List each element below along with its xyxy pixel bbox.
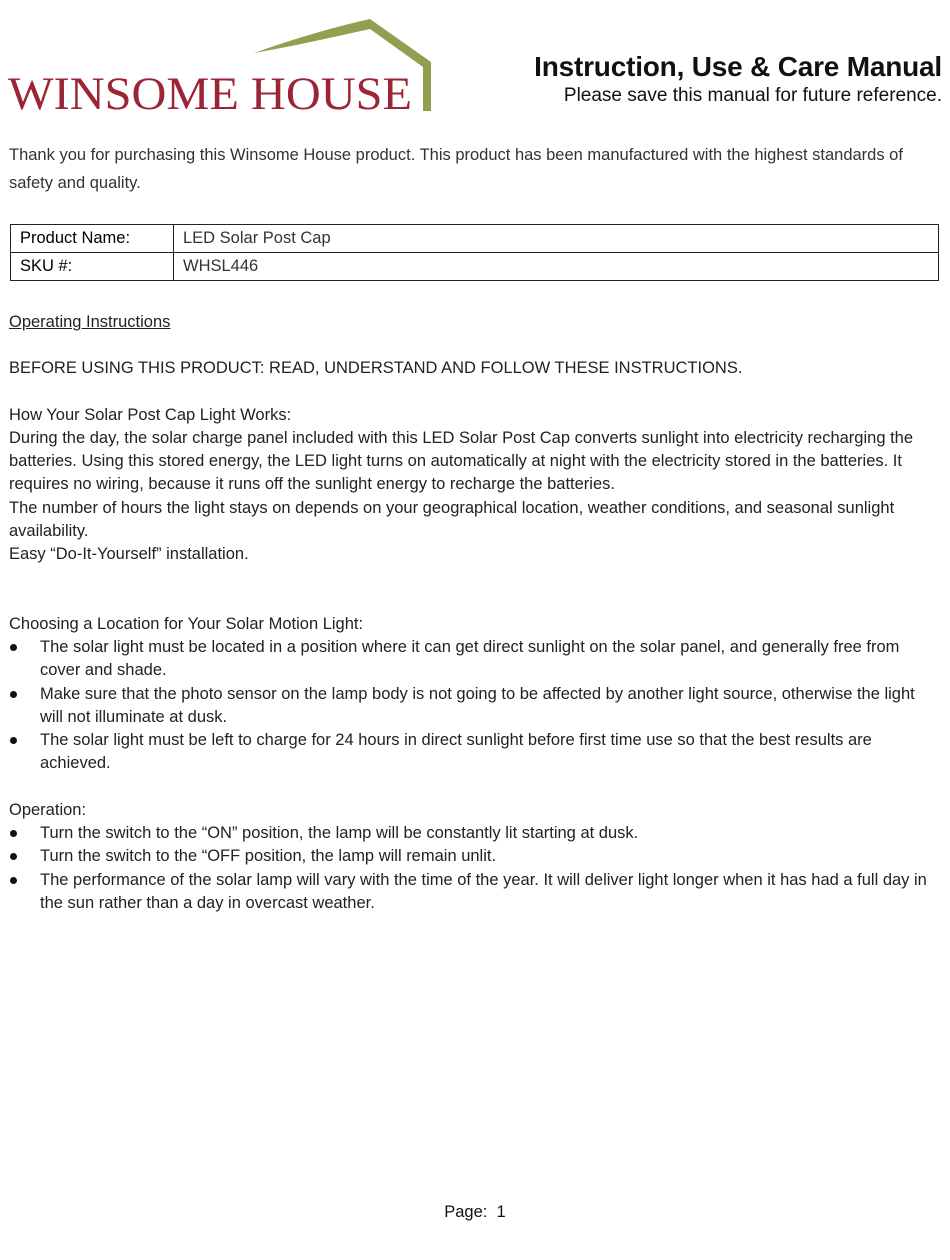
list-item-text: The solar light must be left to charge for 24 hours in direct sunlight before first time use so that the best results are achieved. [40, 731, 872, 773]
warning-text: BEFORE USING THIS PRODUCT: READ, UNDERSTAND AND FOLLOW THESE INSTRUCTIONS. [9, 359, 743, 378]
bullet-icon [10, 737, 17, 744]
operating-instructions-heading: Operating Instructions [9, 313, 171, 331]
list-item [9, 636, 939, 683]
logo-wordmark: WINSOME HOUSE [8, 69, 412, 114]
product-info-table [10, 224, 939, 281]
list-item-text: Turn the switch to the “OFF position, the lamp will remain unlit. [40, 847, 497, 866]
operation-bullet-list [9, 822, 939, 915]
table-row [11, 253, 939, 281]
product-name-value: LED Solar Post Cap [174, 225, 939, 253]
page-footer [0, 1203, 950, 1222]
list-item [9, 869, 939, 916]
list-item-text: The solar light must be located in a position where it can get direct sunlight on the solar panel, and generally free from cover and shade. [40, 637, 900, 680]
bullet-icon [10, 830, 17, 837]
bullet-icon [10, 691, 17, 698]
operation-heading: Operation: [9, 800, 87, 819]
page-label: Page: [444, 1203, 488, 1221]
document-title: Instruction, Use & Care Manual [534, 51, 942, 82]
list-item-text: Turn the switch to the “ON” position, the lamp will be constantly lit starting at dusk. [40, 824, 639, 843]
sku-label: SKU #: [11, 253, 174, 281]
header [534, 50, 942, 108]
location-heading: Choosing a Location for Your Solar Motion Light: [9, 614, 364, 633]
bullet-icon [10, 853, 17, 860]
bullet-icon [10, 644, 17, 651]
how-it-works-heading: How Your Solar Post Cap Light Works: [9, 405, 292, 424]
instructions-content [9, 311, 939, 915]
winsome-house-logo [8, 18, 434, 114]
list-item-text: The performance of the solar lamp will vary with the time of the year. It will deliver light longer when it has had a full day in the sun rather than a day in overcast weather. [40, 870, 927, 912]
document-subtitle: Please save this manual for future reference. [563, 85, 942, 106]
list-item [9, 822, 939, 845]
page-number: 1 [496, 1203, 506, 1221]
list-item-text: Make sure that the photo sensor on the lamp body is not going to be affected by another light source, otherwise the light will not illuminate at dusk. [40, 684, 915, 726]
bullet-icon [10, 877, 17, 884]
product-name-label: Product Name: [11, 225, 174, 253]
how-it-works-paragraph: Easy “Do-It-Yourself” installation. [9, 545, 249, 564]
intro-paragraph: Thank you for purchasing this Winsome House product. This product has been manufactured with the highest standards of safety and quality. [9, 146, 903, 192]
table-row [11, 225, 939, 253]
list-item [9, 683, 939, 730]
how-it-works-paragraph: The number of hours the light stays on depends on your geographical location, weather conditions, and seasonal sunlight availability. [9, 498, 895, 541]
sku-value: WHSL446 [174, 253, 939, 281]
list-item [9, 729, 939, 776]
list-item [9, 845, 939, 868]
logo-graphic [8, 18, 434, 114]
location-bullet-list [9, 636, 939, 776]
how-it-works-paragraph: During the day, the solar charge panel included with this LED Solar Post Cap converts sunlight into electricity recharging the batteries. Using this stored energy, the LED light turns on automatically at night with the electricity stored in the batteries. It requires no wiring, because it runs off the sunlight energy to recharge the batteries. [9, 428, 914, 494]
